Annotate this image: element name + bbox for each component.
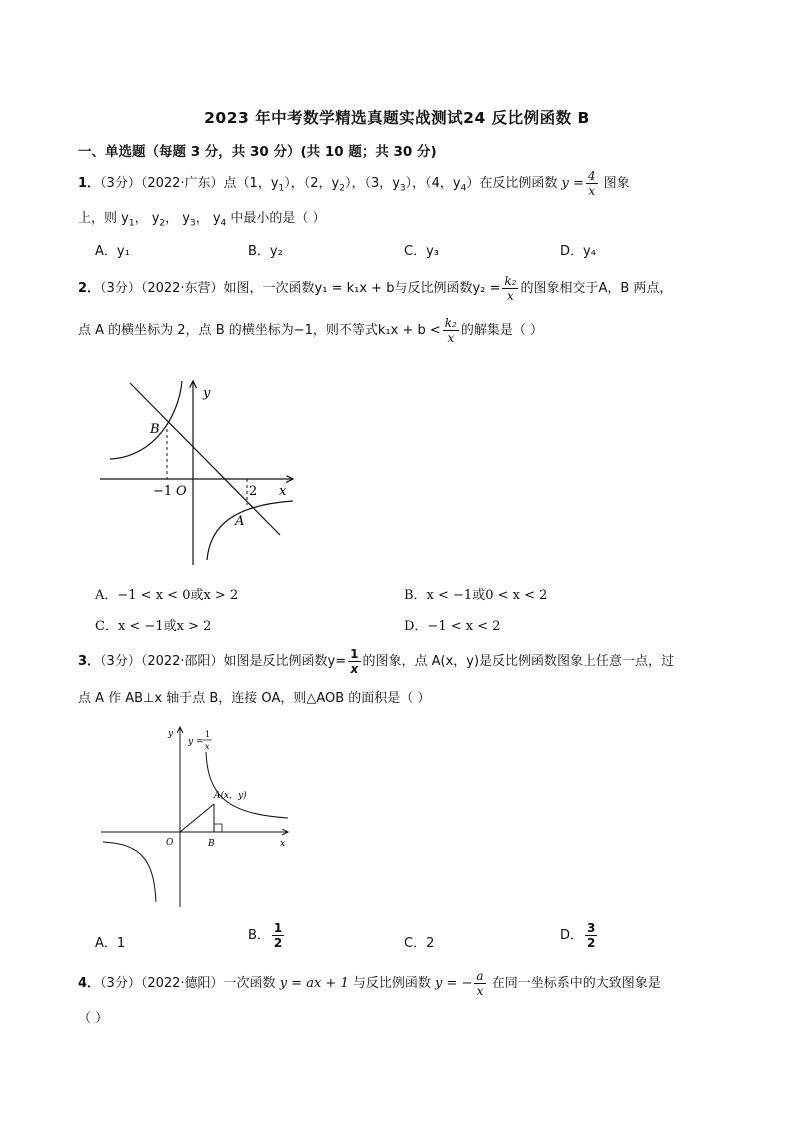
question-3-line-2: 点 A 作 AB⊥x 轴于点 B，连接 OA，则△AOB 的面积是（ ）: [78, 691, 431, 706]
question-number: 2．: [78, 281, 101, 296]
q4-text: 一次函数: [223, 976, 276, 991]
question-number: 1．: [78, 176, 101, 191]
fraction-1-over-2: [272, 922, 284, 949]
numerator: 1: [350, 647, 359, 661]
question-number: 4．: [78, 976, 101, 991]
fraction-k2-over-x: [443, 317, 459, 344]
page-title: 2023 年中考数学精选真题实战测试24 反比例函数 B: [204, 109, 590, 127]
q3-option-d[interactable]: [560, 922, 599, 949]
q1-option-d[interactable]: D．y₄: [560, 244, 596, 259]
q3-option-c[interactable]: C．2: [404, 936, 435, 951]
hyperbola-branch-right: [207, 501, 293, 560]
function-denominator: x: [205, 742, 210, 751]
y-axis-label: y: [203, 386, 211, 401]
q1-option-b[interactable]: B．y₂: [248, 244, 283, 259]
x-axis-label: x: [279, 484, 287, 499]
q3-option-b[interactable]: [248, 922, 286, 949]
y-axis-label: y: [168, 729, 174, 739]
question-4-line-2: （ ）: [78, 1011, 109, 1026]
q2-graph: [95, 375, 300, 570]
point-label-B: B: [208, 839, 215, 849]
q1-text: ， y: [165, 211, 190, 226]
origin-label: O: [176, 484, 187, 499]
q3-text: 如图是反比例函数y=: [223, 654, 347, 669]
point-label-B: B: [150, 422, 160, 437]
q1-text: 图象: [603, 176, 630, 191]
right-angle-mark: [214, 824, 222, 832]
denominator: x: [447, 331, 455, 345]
linear-function: y = ax + 1: [279, 976, 349, 991]
numerator: 1: [273, 921, 283, 935]
q1-text: ）在反比例函数: [466, 176, 558, 191]
x-axis-label: x: [280, 839, 286, 849]
q3-option-a[interactable]: A．1: [95, 936, 126, 951]
numerator: k₂: [504, 274, 517, 288]
question-meta: （3分）（2022·德阳）: [100, 976, 224, 991]
question-3-line-1: [78, 648, 674, 675]
q1-text: ），（3，y: [344, 176, 400, 191]
q4-text: 与反比例函数: [352, 976, 431, 991]
q3-graph: [98, 722, 293, 910]
fraction-4-over-x: [586, 170, 598, 197]
function-lhs: y =: [561, 176, 584, 191]
question-meta: （3分）（2022·广东）: [100, 176, 224, 191]
question-1-line-1: 1．（3分）（2022·广东）点（1，$y_1$），（2，$y_2$），（3，$y_3$），（4，$y_4$）在反比例函数 y = $\frac{4}{x}$ 图象: [78, 169, 630, 198]
q1-text: ），（2，y: [284, 176, 340, 191]
option-letter: B．: [248, 928, 270, 943]
denominator: 2: [273, 936, 283, 950]
point-label-A: A: [235, 514, 245, 529]
q4-text: 在同一坐标系中的大致图象是: [491, 976, 661, 991]
segment-OA: [180, 804, 214, 832]
q2-option-a[interactable]: A．−1 < x < 0或x > 2: [95, 588, 239, 603]
option-letter: D．: [560, 928, 584, 943]
function-label: y =: [188, 737, 204, 747]
denominator: x: [476, 984, 484, 998]
q2-text: 的解集是（ ）: [460, 323, 544, 338]
origin-label: O: [166, 838, 174, 848]
function-numerator: 1: [205, 730, 211, 739]
denominator: x: [588, 184, 596, 198]
numerator: a: [476, 969, 484, 983]
q1-text: ， y: [195, 211, 221, 226]
question-4-line-1: [78, 970, 661, 997]
q1-option-a[interactable]: A．y₁: [95, 244, 130, 259]
q2-option-c[interactable]: C．x < −1或x > 2: [95, 619, 212, 634]
q2-option-d[interactable]: D．−1 < x < 2: [404, 619, 501, 634]
q1-text: 上，则 y: [78, 211, 129, 226]
q2-text: 点 A 的横坐标为 2，点 B 的横坐标为−1，则不等式k₁x + b <: [78, 323, 441, 338]
hyperbola-branch-right: [206, 752, 288, 818]
linear-function-line: [130, 383, 280, 535]
question-1-line-2: 上，则 $y_1$， $y_2$， $y_3$， $y_4$ 中最小的是（ ）: [78, 211, 326, 229]
q1-text: 点（1，y: [223, 176, 279, 191]
question-number: 3．: [78, 654, 101, 669]
q1-text: ， y: [134, 211, 160, 226]
question-2-line-2: [78, 317, 543, 344]
q2-option-b[interactable]: B．x < −1或0 < x < 2: [404, 588, 548, 603]
question-2-line-1: [78, 275, 672, 302]
denominator: 2: [587, 936, 596, 950]
denominator: x: [507, 289, 514, 303]
fraction-1-over-x: [348, 648, 360, 675]
fraction-a-over-x: [474, 970, 485, 997]
q2-text: 的图象相交于A，B 两点，: [520, 281, 673, 296]
numerator: k₂: [444, 316, 457, 330]
section-heading: 一、单选题（每题 3 分，共 30 分）(共 10 题；共 30 分): [78, 144, 437, 160]
tick-label-2: 2: [249, 484, 258, 499]
q1-text: 中最小的是（ ）: [226, 211, 326, 226]
question-meta: （3分）（2022·东营）: [100, 281, 224, 296]
denominator: x: [350, 662, 359, 676]
q1-option-c[interactable]: C．y₃: [404, 244, 439, 259]
fraction-k2-over-x: [502, 275, 518, 302]
question-meta: （3分）（2022·邵阳）: [100, 654, 224, 669]
inverse-function-lhs: y = −: [435, 976, 473, 991]
hyperbola-branch-left: [103, 842, 156, 902]
tick-label-neg1: −1: [153, 484, 173, 499]
q1-text: ），（4，y: [405, 176, 461, 191]
numerator: 3: [587, 921, 596, 935]
q2-text: 如图，一次函数y₁ = k₁x + b与反比例函数y₂ =: [223, 281, 501, 296]
fraction-3-over-2: [585, 922, 597, 949]
hyperbola-branch-left: [110, 381, 182, 459]
point-label-A: A(x，y): [214, 791, 247, 801]
q3-text: 的图象，点 A(x，y)是反比例函数图象上任意一点，过: [362, 654, 675, 669]
numerator: 4: [587, 169, 596, 183]
